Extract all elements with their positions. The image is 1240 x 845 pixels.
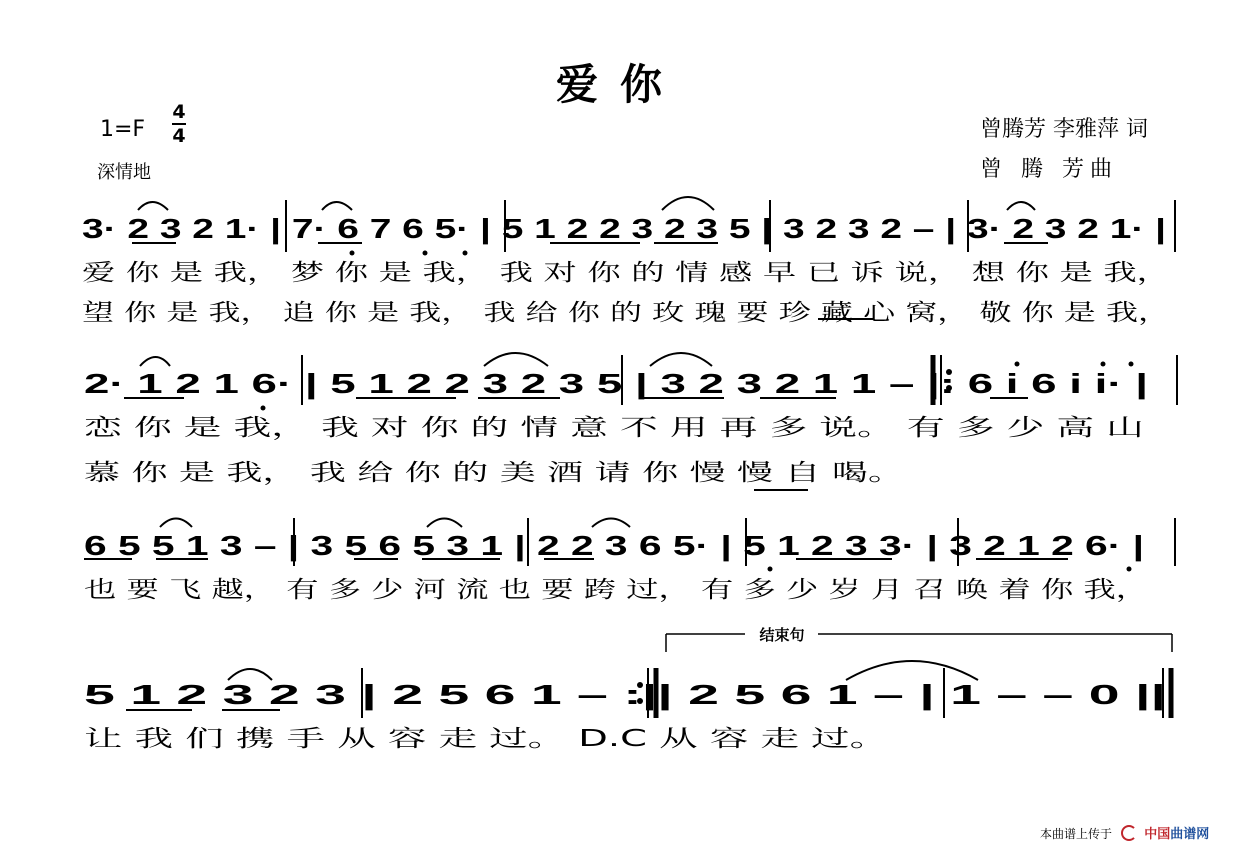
ending-label: 结束句 <box>759 626 805 644</box>
footer <box>1040 823 1209 842</box>
slur <box>427 519 462 528</box>
notation-line: 3· 2 3 2 1· | 7· 6 7 6 5· | 5 1 2 2 3 2 3 5 | 3 2 3 2 – | 3· 2 3 2 1· | <box>82 213 1166 244</box>
high-octave-dot <box>1015 362 1020 367</box>
high-octave-dot <box>1101 362 1106 367</box>
low-octave-dot <box>463 251 468 256</box>
slur <box>846 661 978 680</box>
low-octave-dot <box>768 567 773 572</box>
lyric-line: 慕 你 是 我， 我 给 你 的 美 酒 请 你 慢 慢 自 喝。 <box>84 460 904 486</box>
site-logo-icon <box>1121 825 1137 841</box>
low-octave-dot <box>423 251 428 256</box>
slur <box>662 197 714 210</box>
low-octave-dot <box>350 251 355 256</box>
song-title: 爱你 <box>555 60 684 109</box>
slur <box>160 519 192 528</box>
slur <box>322 202 352 210</box>
notation-line: 5 1 2 3 2 3 | 2 5 6 1 – :|| 2 5 6 1 – | 1 – – 0 || <box>84 679 1166 710</box>
slur <box>138 202 168 210</box>
slur <box>592 519 630 528</box>
time-signature-bottom: 4 <box>172 125 186 147</box>
slur <box>484 353 548 366</box>
footer-brand-blue[interactable]: 曲谱网 <box>1170 827 1210 842</box>
lyric-line: 爱 你 是 我， 梦 你 是 我， 我 对 你 的 情 感 早 已 诉 说， 想 你 是 我， <box>82 260 1170 286</box>
time-signature-top: 4 <box>172 101 186 123</box>
tempo-marking: 深情地 <box>97 162 151 183</box>
slur <box>140 357 170 366</box>
lyric-line: 让 我 们 携 手 从 容 走 过。 D.C 从 容 走 过。 <box>84 726 888 752</box>
low-octave-dot <box>1127 567 1132 572</box>
footer-uploaded-text: 本曲谱上传于 <box>1040 827 1113 841</box>
slur <box>1007 202 1035 210</box>
lyricist-credit: 曾腾芳 李雅萍 词 <box>980 117 1148 142</box>
lyric-line: 恋 你 是 我， 我 对 你 的 情 意 不 用 再 多 说。 有 多 少 高 山 <box>84 415 1144 441</box>
high-octave-dot <box>1129 362 1134 367</box>
low-octave-dot <box>261 406 266 411</box>
key-signature: 1=F <box>100 117 146 142</box>
slur <box>650 353 712 366</box>
lyric-line: 望 你 是 我， 追 你 是 我， 我 给 你 的 玫 瑰 要 珍 藏 心 窝， 敬 你 是 我， <box>82 300 1170 326</box>
notation-line: 6 5 5 1 3 – | 3 5 6 5 3 1 | 2 2 3 6 5· | 5 1 2 3 3· | 3 2 1 2 6· | <box>84 530 1144 561</box>
notation-line: 2· 1 2 1 6· | 5 1 2 2 3 2 3 5 | 3 2 3 2 1 1 – |: 6 i 6 i i· | <box>84 368 1148 399</box>
footer-brand-red: 中国 <box>1144 827 1171 842</box>
octave-dots <box>261 251 1134 572</box>
lyric-line: 也 要 飞 越， 有 多 少 河 流 也 要 跨 过， 有 多 少 岁 月 召 唤 着 你 我， <box>84 577 1148 603</box>
composer-credit: 曾 腾 芳曲 <box>980 157 1118 182</box>
